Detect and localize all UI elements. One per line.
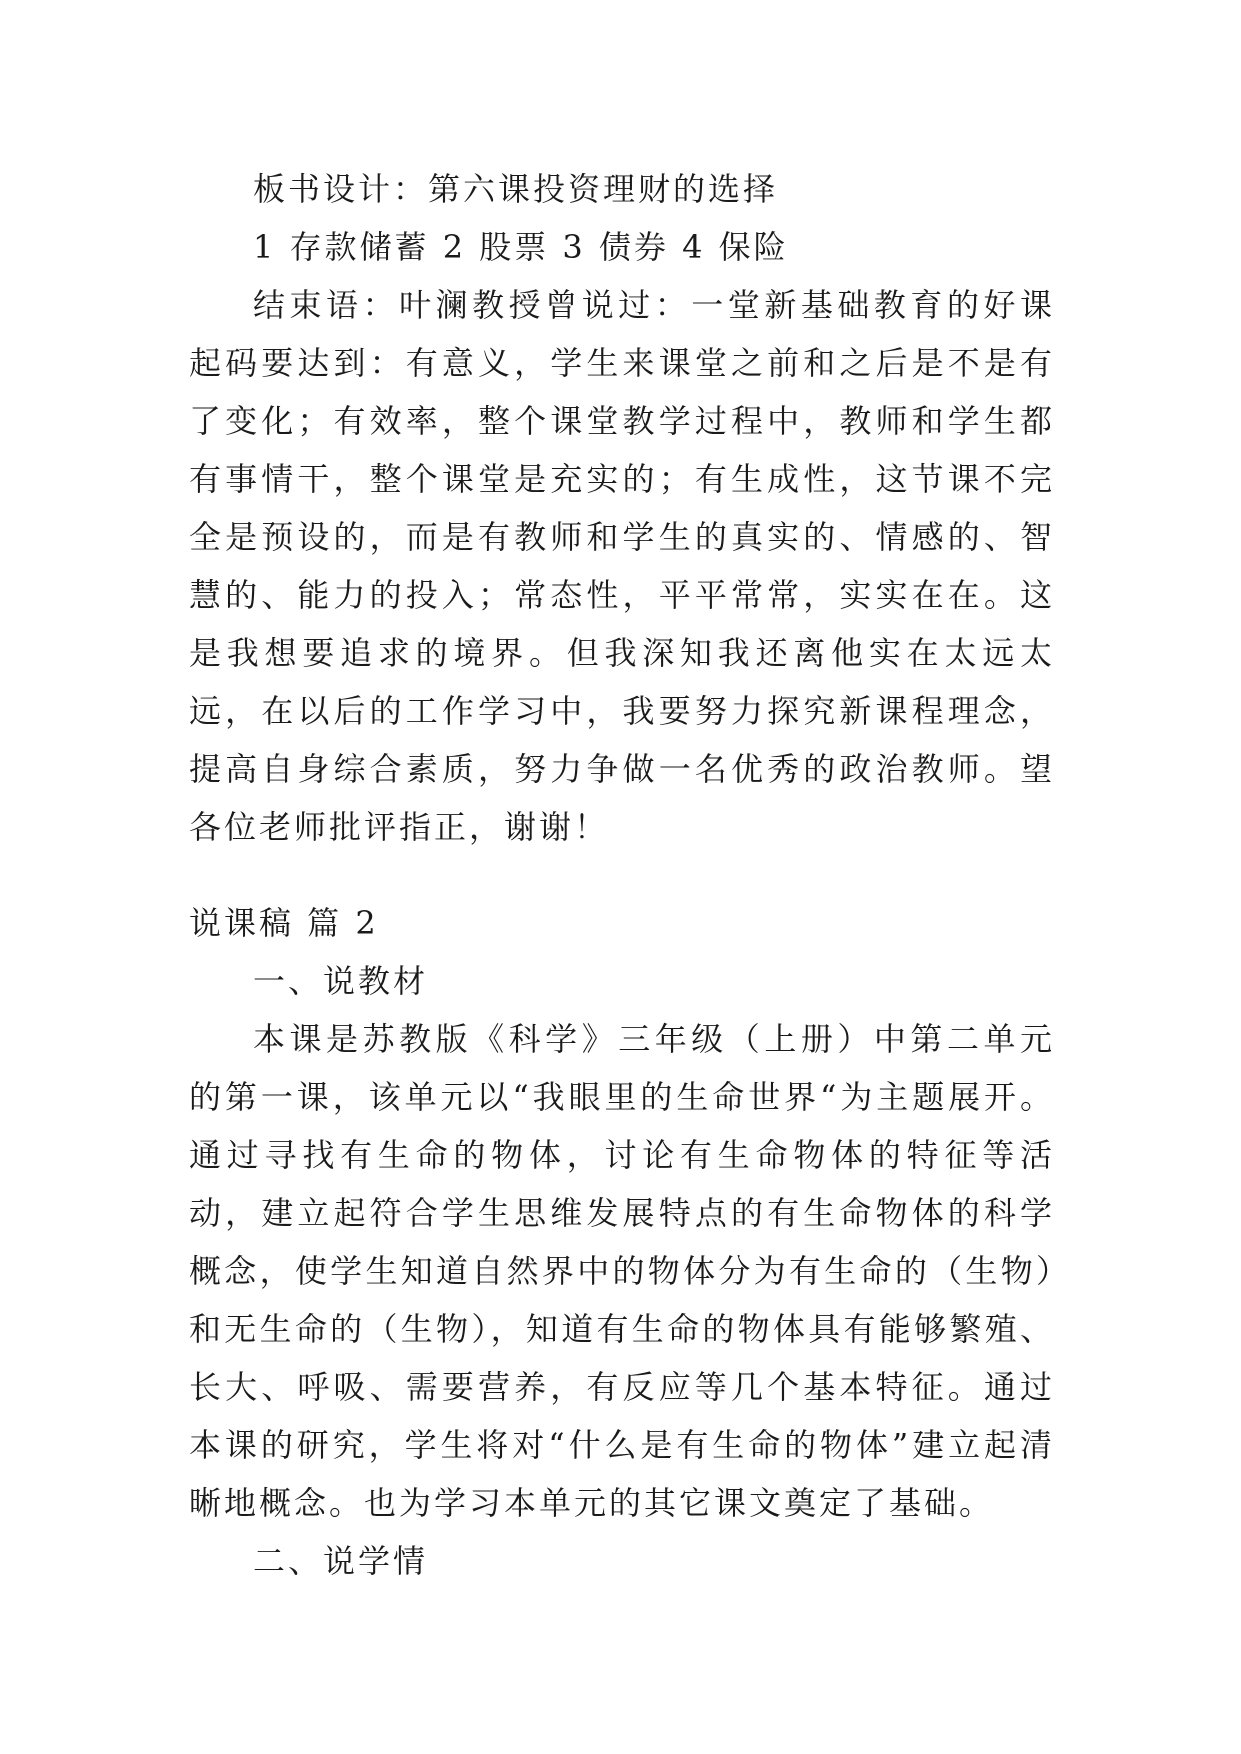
board-items-line: 1 存款储蓄 2 股票 3 债券 4 保险 [253, 228, 789, 266]
textbook-paragraph: 本课是苏教版《科学》三年级（上册）中第二单元的第一课，该单元以“我眼里的生命世界“为主题展开。通过寻找有生命的物体，讨论有生命物体的特征等活动，建立起符合学生思维发展特点的有生命物体的科学概念，使学生知道自然界中的物体分为有生命的（生物）和无生命的（生物），知道有生命的物体具有能够繁殖、长大、呼吸、需要营养，有反应等几个基本特征。通过本课的研究，学生将对“什么是有生命的物体”建立起清晰地概念。也为学习本单元的其它课文奠定了基础。 [189, 1020, 1055, 1522]
section-gap [189, 856, 1055, 894]
heading-textbook: 一、说教材 [253, 962, 429, 1000]
document-body [189, 160, 1055, 1590]
heading-student-situation: 二、说学情 [253, 1542, 429, 1580]
closing-paragraph: 结束语：叶澜教授曾说过：一堂新基础教育的好课起码要达到：有意义，学生来课堂之前和之后是不是有了变化；有效率，整个课堂教学过程中，教师和学生都有事情干，整个课堂是充实的；有生成性，这节课不完全是预设的，而是有教师和学生的真实的、情感的、智慧的、能力的投入；常态性，平平常常，实实在在。这是我想要追求的境界。但我深知我还离他实在太远太远，在以后的工作学习中，我要努力探究新课程理念，提高自身综合素质，努力争做一名优秀的政治教师。望各位老师批评指正，谢谢！ [189, 286, 1055, 846]
board-design-line: 板书设计：第六课投资理财的选择 [253, 170, 779, 208]
section-title: 说课稿 篇 2 [189, 904, 379, 942]
